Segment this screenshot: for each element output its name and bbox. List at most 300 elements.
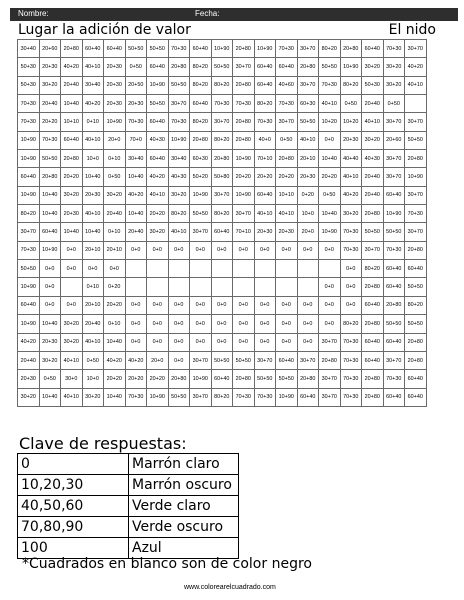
grid-cell: 0+0 xyxy=(211,241,233,259)
grid-cell: 0+0 xyxy=(61,260,83,278)
grid-cell: 10+40 xyxy=(39,186,61,204)
answer-key-values: 0 xyxy=(18,454,129,475)
grid-cell: 30+20 xyxy=(39,76,61,94)
grid-cell: 0+0 xyxy=(340,278,362,296)
grid-cell: 10+10 xyxy=(61,113,83,131)
grid-cell: 0+0 xyxy=(319,131,341,149)
grid-cell: 20+20 xyxy=(39,113,61,131)
grid-cell: 20+80 xyxy=(233,76,255,94)
grid-cell: 60+40 xyxy=(254,186,276,204)
grid-cell: 70+30 xyxy=(405,205,427,223)
grid-cell: 60+40 xyxy=(147,150,169,168)
grid-cell: 40+10 xyxy=(276,205,298,223)
grid-cell: 40+10 xyxy=(82,333,104,351)
grid-row xyxy=(18,388,427,406)
grid-cell: 10+90 xyxy=(383,205,405,223)
grid-cell: 0+0 xyxy=(211,315,233,333)
grid-cell: 80+20 xyxy=(190,76,212,94)
grid-cell: 10+90 xyxy=(104,113,126,131)
grid-cell: 0+0 xyxy=(233,333,255,351)
grid-cell: 10+10 xyxy=(276,186,298,204)
grid-cell xyxy=(168,260,190,278)
grid-cell: 20+40 xyxy=(362,186,384,204)
grid-cell: 40+20 xyxy=(147,168,169,186)
grid-cell: 40+10 xyxy=(82,131,104,149)
answer-key-color: Verde claro xyxy=(129,496,239,517)
grid-cell: 30+70 xyxy=(190,351,212,369)
grid-cell: 30+20 xyxy=(61,333,83,351)
grid-row xyxy=(18,351,427,369)
grid-cell: 10+40 xyxy=(104,333,126,351)
grid-cell: 60+40 xyxy=(383,388,405,406)
grid-cell: 70+30 xyxy=(276,40,298,58)
grid-cell: 60+40 xyxy=(82,40,104,58)
grid-cell: 80+20 xyxy=(190,113,212,131)
addition-grid xyxy=(17,39,427,407)
grid-cell: 10+0 xyxy=(297,205,319,223)
grid-cell: 10+40 xyxy=(104,388,126,406)
grid-cell: 70+10 xyxy=(254,150,276,168)
grid-cell: 10+40 xyxy=(82,168,104,186)
grid-cell: 60+40 xyxy=(383,333,405,351)
grid-row xyxy=(18,150,427,168)
grid-cell: 40+30 xyxy=(168,168,190,186)
grid-cell: 0+0 xyxy=(276,315,298,333)
grid-cell: 20+40 xyxy=(104,205,126,223)
grid-cell: 20+80 xyxy=(297,370,319,388)
grid-cell: 30+70 xyxy=(297,351,319,369)
grid-cell: 20+80 xyxy=(405,150,427,168)
grid-cell: 0+0 xyxy=(276,241,298,259)
grid-cell: 70+30 xyxy=(125,113,147,131)
grid-cell: 20+80 xyxy=(61,40,83,58)
grid-cell: 10+20 xyxy=(340,113,362,131)
grid-row xyxy=(18,333,427,351)
grid-cell: 20+80 xyxy=(362,278,384,296)
grid-cell: 20+80 xyxy=(233,40,255,58)
grid-cell: 30+70 xyxy=(276,113,298,131)
grid-cell: 0+0 xyxy=(39,260,61,278)
grid-cell: 80+20 xyxy=(340,315,362,333)
grid-row xyxy=(18,76,427,94)
grid-cell: 50+50 xyxy=(168,388,190,406)
grid-cell: 30+70 xyxy=(233,58,255,76)
grid-cell: 30+70 xyxy=(18,223,40,241)
grid-cell: 50+50 xyxy=(147,40,169,58)
grid-cell: 70+10 xyxy=(233,223,255,241)
grid-cell: 0+0 xyxy=(340,296,362,314)
grid-cell: 0+10 xyxy=(104,315,126,333)
grid-cell: 40+10 xyxy=(297,131,319,149)
grid-cell xyxy=(233,260,255,278)
grid-cell: 60+40 xyxy=(61,131,83,149)
grid-cell: 80+20 xyxy=(190,58,212,76)
grid-cell: 20+20 xyxy=(254,168,276,186)
grid-cell: 40+10 xyxy=(340,168,362,186)
grid-cell: 20+20 xyxy=(104,370,126,388)
grid-cell: 0+10 xyxy=(82,278,104,296)
grid-cell: 40+10 xyxy=(82,205,104,223)
grid-cell: 20+20 xyxy=(125,370,147,388)
grid-cell: 60+40 xyxy=(18,168,40,186)
grid-cell: 80+20 xyxy=(340,76,362,94)
grid-cell: 70+30 xyxy=(383,40,405,58)
grid-cell: 60+40 xyxy=(405,388,427,406)
grid-cell: 60+40 xyxy=(147,58,169,76)
grid-cell: 60+40 xyxy=(190,95,212,113)
grid-row xyxy=(18,278,427,296)
grid-cell: 10+90 xyxy=(39,241,61,259)
grid-cell: 0+0 xyxy=(190,333,212,351)
grid-cell: 20+80 xyxy=(168,58,190,76)
grid-cell: 20+0 xyxy=(297,223,319,241)
grid-cell xyxy=(297,278,319,296)
grid-cell: 80+20 xyxy=(18,205,40,223)
grid-cell: 20+80 xyxy=(168,370,190,388)
answer-key-values: 40,50,60 xyxy=(18,496,129,517)
grid-cell: 20+80 xyxy=(362,388,384,406)
grid-cell: 30+20 xyxy=(168,186,190,204)
grid-cell: 10+40 xyxy=(319,150,341,168)
grid-cell: 0+0 xyxy=(211,296,233,314)
grid-cell: 70+30 xyxy=(168,113,190,131)
grid-cell: 0+50 xyxy=(39,370,61,388)
grid-cell: 80+20 xyxy=(254,95,276,113)
grid-cell: 30+70 xyxy=(362,241,384,259)
grid-cell: 20+30 xyxy=(104,58,126,76)
grid-cell: 10+40 xyxy=(61,95,83,113)
grid-cell: 40+60 xyxy=(276,76,298,94)
grid-cell: 10+90 xyxy=(340,58,362,76)
grid-cell: 80+20 xyxy=(211,76,233,94)
grid-cell: 50+50 xyxy=(39,150,61,168)
grid-cell: 20+50 xyxy=(125,76,147,94)
answer-key-color: Marrón oscuro xyxy=(129,475,239,496)
grid-cell: 0+0 xyxy=(190,296,212,314)
grid-cell: 10+40 xyxy=(125,205,147,223)
grid-row xyxy=(18,113,427,131)
answer-key-title: Clave de respuestas: xyxy=(19,434,187,453)
grid-cell xyxy=(211,260,233,278)
grid-cell: 0+0 xyxy=(104,260,126,278)
grid-cell: 70+30 xyxy=(18,113,40,131)
grid-cell: 0+0 xyxy=(168,333,190,351)
grid-cell: 50+80 xyxy=(211,168,233,186)
grid-cell: 60+40 xyxy=(254,76,276,94)
grid-cell: 0+10 xyxy=(82,113,104,131)
grid-row xyxy=(18,315,427,333)
grid-row xyxy=(18,296,427,314)
answer-key-values: 100 xyxy=(18,538,129,559)
grid-cell: 20+20 xyxy=(61,168,83,186)
grid-cell: 10+90 xyxy=(319,223,341,241)
grid-cell: 60+40 xyxy=(297,388,319,406)
grid-cell: 30+70 xyxy=(405,113,427,131)
grid-cell: 30+70 xyxy=(383,168,405,186)
grid-cell: 50+50 xyxy=(276,370,298,388)
grid-cell: 0+50 xyxy=(319,186,341,204)
grid-cell: 20+60 xyxy=(383,131,405,149)
grid-cell xyxy=(147,260,169,278)
grid-cell: 20+80 xyxy=(297,58,319,76)
grid-cell: 10+90 xyxy=(18,186,40,204)
grid-cell: 20+40 xyxy=(362,168,384,186)
grid-cell: 0+0 xyxy=(82,260,104,278)
grid-cell: 70+30 xyxy=(340,223,362,241)
grid-cell: 70+30 xyxy=(254,113,276,131)
grid-cell: 20+80 xyxy=(362,315,384,333)
grid-cell: 50+50 xyxy=(168,76,190,94)
grid-cell: 10+90 xyxy=(233,150,255,168)
grid-cell: 30+70 xyxy=(211,113,233,131)
grid-cell: 0+0 xyxy=(319,296,341,314)
grid-cell xyxy=(254,260,276,278)
answer-key-values: 10,20,30 xyxy=(18,475,129,496)
grid-cell: 20+20 xyxy=(147,370,169,388)
grid-cell: 30+70 xyxy=(405,186,427,204)
grid-cell: 60+40 xyxy=(276,58,298,76)
grid-cell: 0+0 xyxy=(39,296,61,314)
grid-cell: 80+20 xyxy=(168,205,190,223)
grid-cell: 0+50 xyxy=(125,58,147,76)
grid-cell: 0+0 xyxy=(233,315,255,333)
grid-cell: 40+10 xyxy=(61,388,83,406)
grid-cell: 80+20 xyxy=(211,131,233,149)
grid-cell: 0+50 xyxy=(276,131,298,149)
grid-cell: 20+80 xyxy=(362,205,384,223)
grid-cell: 50+30 xyxy=(362,76,384,94)
grid-cell: 40+20 xyxy=(18,333,40,351)
grid-cell: 30+40 xyxy=(125,150,147,168)
grid-cell: 20+80 xyxy=(383,296,405,314)
grid-cell: 0+0 xyxy=(168,296,190,314)
grid-cell: 20+10 xyxy=(82,296,104,314)
grid-cell: 20+30 xyxy=(18,370,40,388)
grid-cell: 40+20 xyxy=(125,351,147,369)
grid-cell: 0+0 xyxy=(276,333,298,351)
grid-cell: 60+40 xyxy=(362,296,384,314)
grid-cell: 20+80 xyxy=(233,113,255,131)
grid-row xyxy=(18,241,427,259)
grid-cell: 10+40 xyxy=(61,223,83,241)
grid-cell: 0+0 xyxy=(319,241,341,259)
answer-key-values: 70,80,90 xyxy=(18,517,129,538)
grid-cell: 0+10 xyxy=(104,223,126,241)
grid-cell: 60+40 xyxy=(104,40,126,58)
grid-cell: 20+80 xyxy=(211,150,233,168)
grid-cell: 60+40 xyxy=(405,260,427,278)
grid-cell: 10+90 xyxy=(254,40,276,58)
grid-cell: 40+20 xyxy=(104,351,126,369)
grid-cell: 70+30 xyxy=(340,351,362,369)
grid-cell: 40+20 xyxy=(82,95,104,113)
grid-cell: 10+90 xyxy=(18,150,40,168)
grid-cell: 0+0 xyxy=(319,315,341,333)
grid-cell: 0+0 xyxy=(233,241,255,259)
grid-cell xyxy=(297,260,319,278)
grid-cell: 30+70 xyxy=(383,351,405,369)
answer-key-row xyxy=(18,496,239,517)
grid-cell: 20+20 xyxy=(276,168,298,186)
grid-cell: 30+70 xyxy=(254,351,276,369)
grid-cell: 40+10 xyxy=(168,223,190,241)
grid-cell: 0+0 xyxy=(147,296,169,314)
grid-cell: 80+20 xyxy=(362,260,384,278)
grid-cell: 0+0 xyxy=(254,241,276,259)
answer-key-row xyxy=(18,475,239,496)
grid-cell: 0+50 xyxy=(340,95,362,113)
grid-cell: 50+50 xyxy=(405,131,427,149)
grid-cell: 60+40 xyxy=(383,186,405,204)
grid-cell xyxy=(276,278,298,296)
answer-key-color: Verde oscuro xyxy=(129,517,239,538)
grid-cell: 0+10 xyxy=(104,150,126,168)
grid-cell: 30+70 xyxy=(233,205,255,223)
grid-cell: 50+50 xyxy=(125,40,147,58)
grid-cell: 20+40 xyxy=(362,95,384,113)
grid-cell: 30+70 xyxy=(319,333,341,351)
grid-cell: 20+20 xyxy=(319,168,341,186)
grid-cell: 40+20 xyxy=(61,58,83,76)
grid-cell: 20+80 xyxy=(190,131,212,149)
grid-cell: 10+90 xyxy=(190,370,212,388)
grid-cell xyxy=(211,278,233,296)
grid-cell: 50+50 xyxy=(211,351,233,369)
answer-key-table xyxy=(17,453,239,559)
grid-cell: 70+30 xyxy=(340,370,362,388)
grid-cell: 60+40 xyxy=(211,370,233,388)
grid-cell: 70+30 xyxy=(125,388,147,406)
grid-cell: 0+0 xyxy=(125,315,147,333)
grid-cell: 30+0 xyxy=(61,370,83,388)
grid-cell: 20+0 xyxy=(147,351,169,369)
grid-cell: 10+20 xyxy=(319,113,341,131)
grid-cell: 20+80 xyxy=(319,351,341,369)
grid-cell: 10+40 xyxy=(39,315,61,333)
grid-cell: 0+50 xyxy=(104,168,126,186)
grid-cell: 20+30 xyxy=(340,131,362,149)
grid-cell xyxy=(125,260,147,278)
grid-cell: 20+80 xyxy=(405,351,427,369)
grid-cell xyxy=(190,278,212,296)
grid-cell: 20+30 xyxy=(254,223,276,241)
grid-cell: 0+50 xyxy=(82,351,104,369)
grid-cell: 20+0 xyxy=(104,131,126,149)
grid-cell: 30+20 xyxy=(362,58,384,76)
grid-cell: 60+40 xyxy=(211,223,233,241)
grid-cell xyxy=(233,278,255,296)
grid-cell: 30+20 xyxy=(362,131,384,149)
grid-cell: 40+10 xyxy=(319,95,341,113)
grid-cell: 70+30 xyxy=(383,241,405,259)
grid-cell: 10+90 xyxy=(18,131,40,149)
grid-row xyxy=(18,370,427,388)
answer-key-color: Marrón claro xyxy=(129,454,239,475)
grid-cell: 10+40 xyxy=(39,205,61,223)
grid-cell: 50+30 xyxy=(18,76,40,94)
grid-cell: 70+30 xyxy=(340,388,362,406)
grid-cell: 20+30 xyxy=(276,223,298,241)
grid-cell: 50+50 xyxy=(190,205,212,223)
grid-cell: 50+50 xyxy=(147,95,169,113)
grid-cell: 20+30 xyxy=(61,205,83,223)
grid-cell xyxy=(276,260,298,278)
grid-cell: 0+0 xyxy=(297,315,319,333)
grid-cell: 50+50 xyxy=(405,315,427,333)
grid-cell: 70+30 xyxy=(319,76,341,94)
grid-cell: 0+0 xyxy=(168,315,190,333)
grid-cell: 10+90 xyxy=(18,278,40,296)
grid-cell: 30+20 xyxy=(383,76,405,94)
grid-cell: 40+10 xyxy=(362,113,384,131)
grid-cell: 50+50 xyxy=(254,370,276,388)
grid-cell: 20+80 xyxy=(39,168,61,186)
grid-cell: 40+20 xyxy=(340,186,362,204)
grid-cell: 20+20 xyxy=(104,296,126,314)
grid-cell: 30+70 xyxy=(297,76,319,94)
grid-cell: 60+40 xyxy=(254,58,276,76)
grid-cell: 60+40 xyxy=(362,40,384,58)
grid-cell: 80+20 xyxy=(405,296,427,314)
grid-cell: 40+10 xyxy=(405,76,427,94)
grid-row xyxy=(18,58,427,76)
grid-cell: 20+30 xyxy=(104,76,126,94)
grid-cell xyxy=(405,95,427,113)
grid-cell: 50+50 xyxy=(383,315,405,333)
grid-cell: 20+30 xyxy=(104,95,126,113)
grid-row xyxy=(18,260,427,278)
grid-cell: 10+40 xyxy=(82,223,104,241)
answer-key-color: Azul xyxy=(129,538,239,559)
grid-cell: 10+90 xyxy=(18,315,40,333)
grid-cell: 30+20 xyxy=(104,186,126,204)
grid-cell: 0+0 xyxy=(125,296,147,314)
grid-cell: 20+10 xyxy=(82,241,104,259)
grid-cell: 60+30 xyxy=(297,95,319,113)
grid-cell: 0+0 xyxy=(190,241,212,259)
grid-cell: 20+40 xyxy=(39,95,61,113)
grid-cell: 60+40 xyxy=(39,223,61,241)
grid-cell: 70+30 xyxy=(211,95,233,113)
grid-cell: 0+0 xyxy=(190,315,212,333)
grid-cell: 60+40 xyxy=(362,333,384,351)
grid-cell: 50+50 xyxy=(362,223,384,241)
grid-cell: 30+70 xyxy=(319,370,341,388)
grid-cell: 60+40 xyxy=(383,278,405,296)
grid-cell: 70+30 xyxy=(233,95,255,113)
grid-cell: 10+0 xyxy=(82,150,104,168)
grid-cell: 0+0 xyxy=(254,315,276,333)
grid-row xyxy=(18,223,427,241)
worksheet-title: Lugar la adición de valor xyxy=(18,22,191,38)
grid-cell: 40+0 xyxy=(254,131,276,149)
grid-cell: 30+20 xyxy=(61,315,83,333)
grid-cell: 50+30 xyxy=(18,58,40,76)
grid-cell: 10+40 xyxy=(319,205,341,223)
grid-cell: 70+30 xyxy=(276,95,298,113)
grid-cell: 70+30 xyxy=(18,95,40,113)
grid-cell: 70+30 xyxy=(233,388,255,406)
grid-cell: 30+70 xyxy=(297,40,319,58)
grid-cell: 30+20 xyxy=(61,186,83,204)
grid-cell: 30+20 xyxy=(39,351,61,369)
grid-cell: 0+20 xyxy=(104,278,126,296)
grid-cell: 10+90 xyxy=(233,186,255,204)
grid-cell: 30+20 xyxy=(340,205,362,223)
grid-cell: 0+0 xyxy=(254,296,276,314)
grid-cell: 20+30 xyxy=(39,333,61,351)
grid-cell: 20+20 xyxy=(233,168,255,186)
